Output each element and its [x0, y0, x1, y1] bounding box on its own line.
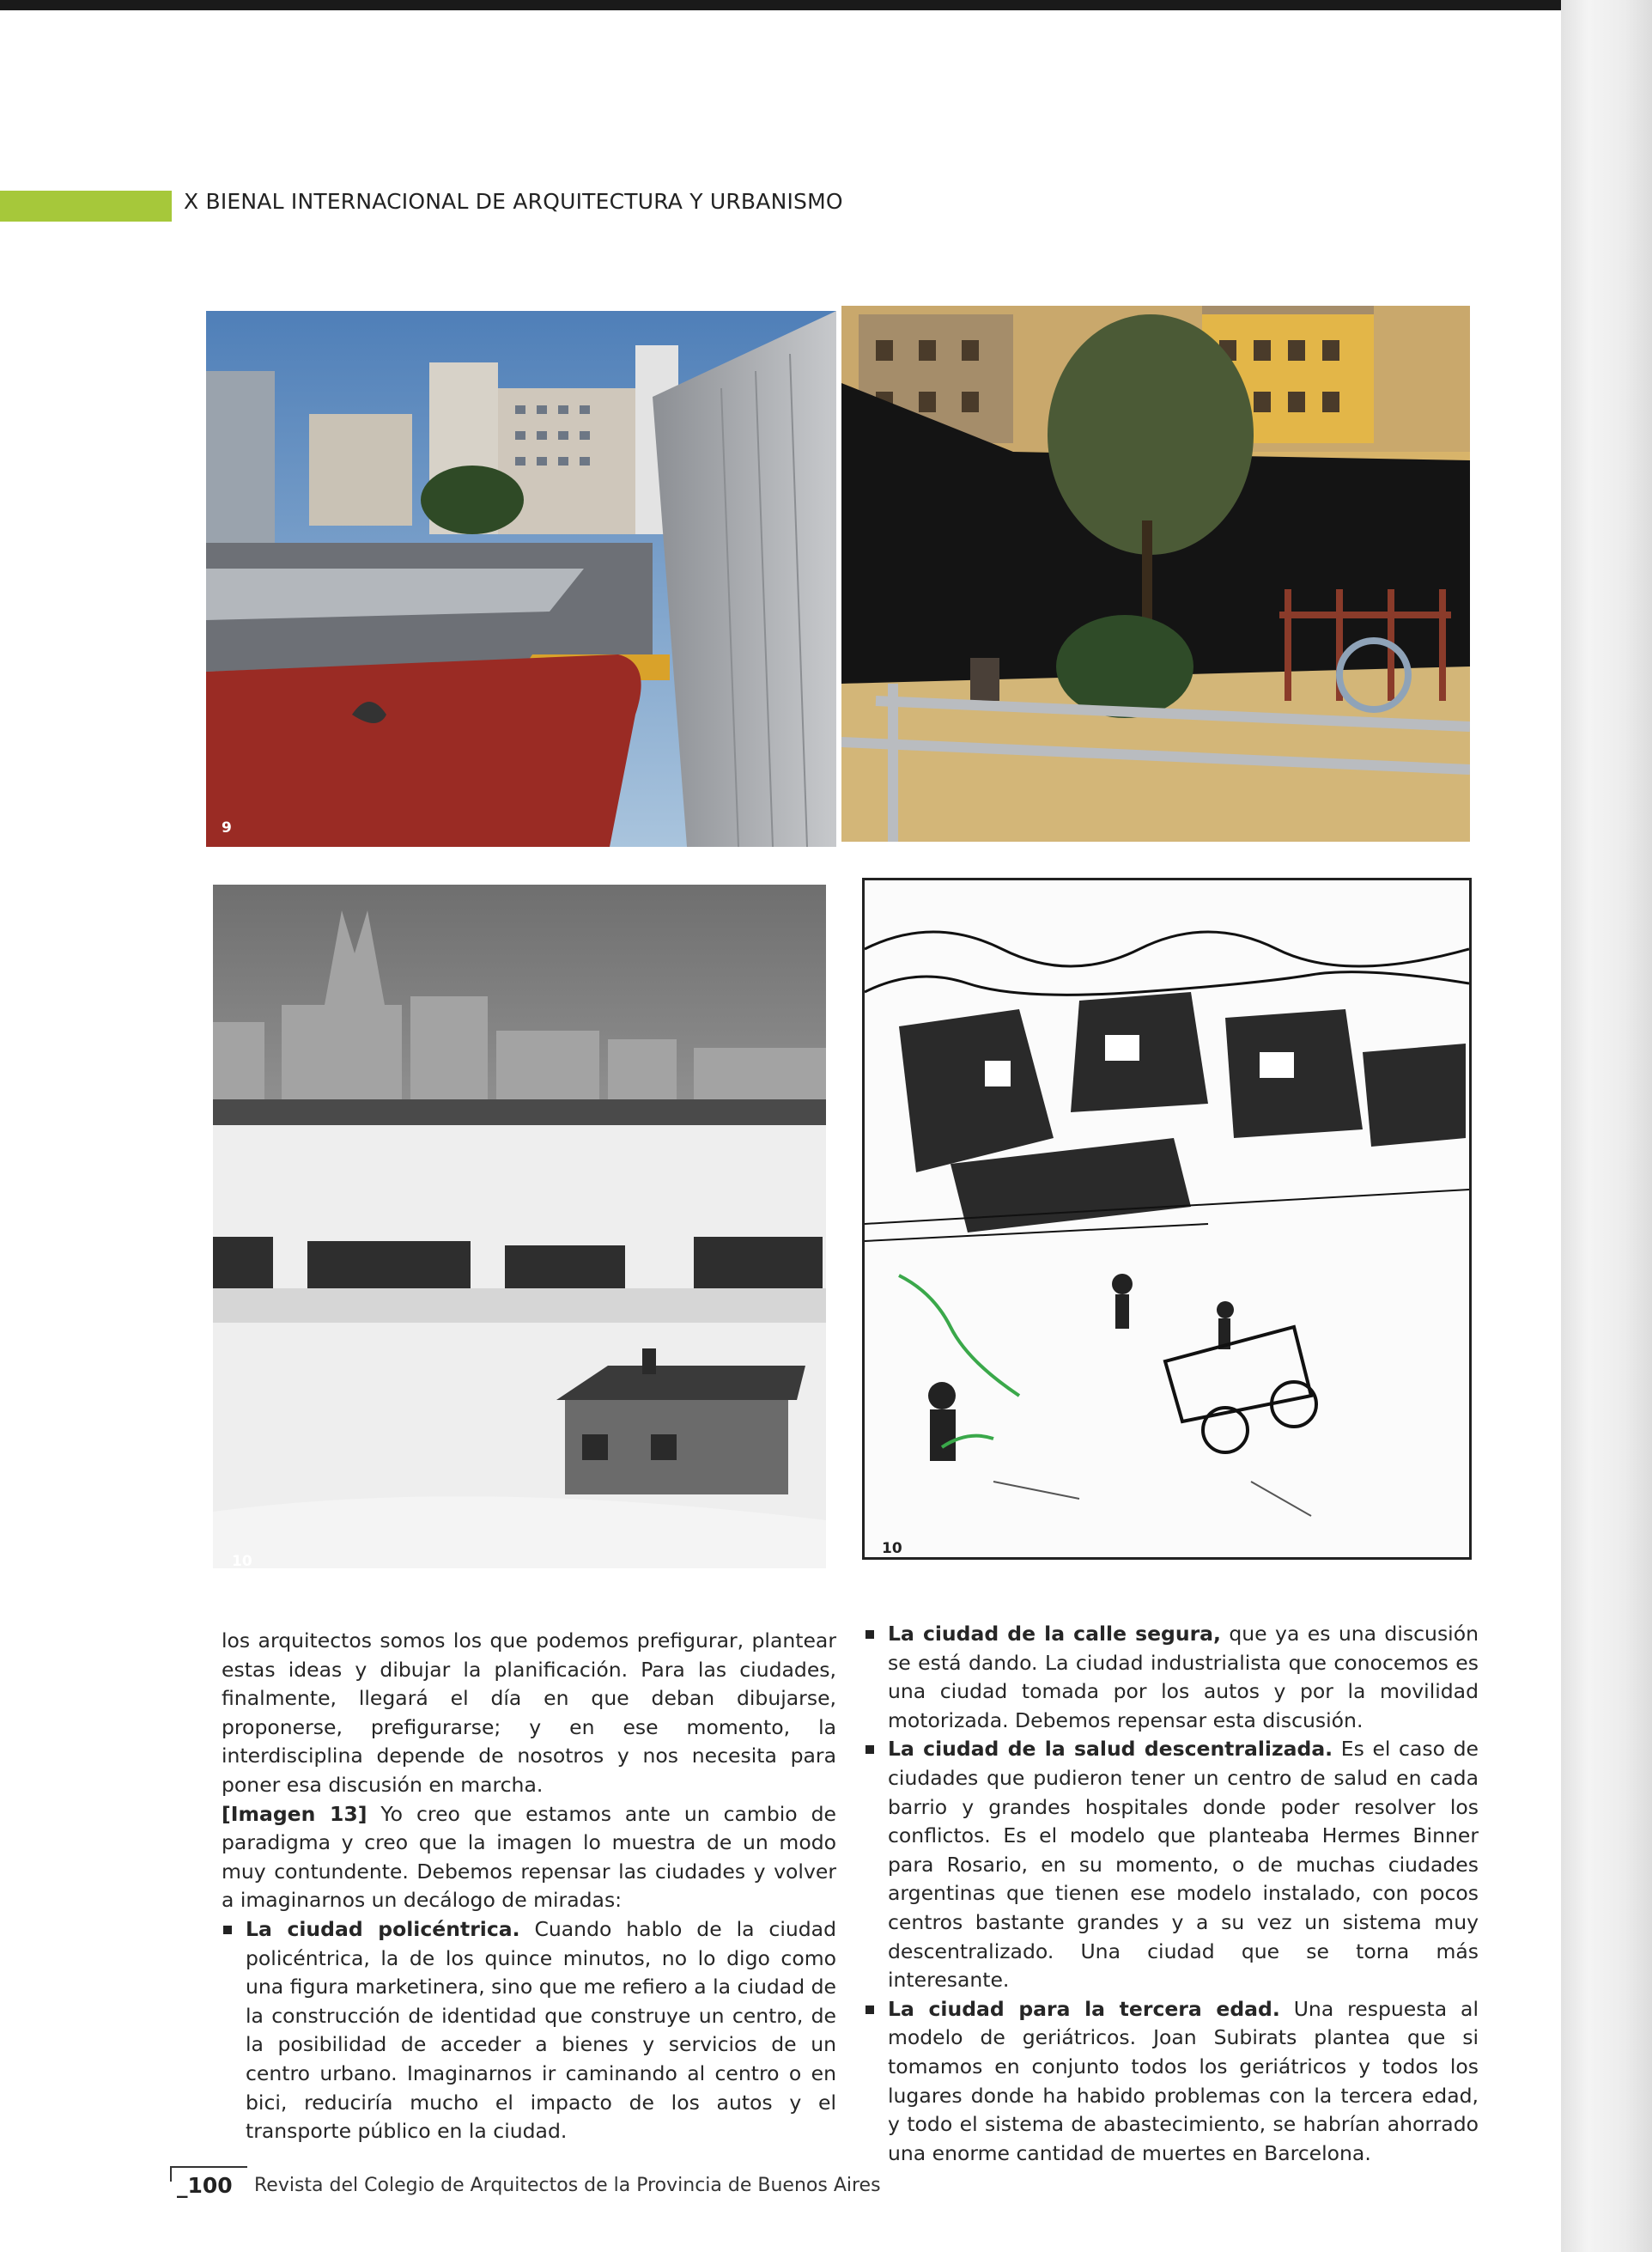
bullet-square-icon	[865, 2005, 874, 2014]
image-reference: [Imagen 13]	[222, 1801, 367, 1826]
bullet-item	[222, 1915, 836, 2146]
bullet-item	[864, 1620, 1479, 1735]
running-header: X BIENAL INTERNACIONAL DE ARQUITECTURA Y URBANISMO	[184, 189, 843, 214]
figure-number: 9	[222, 819, 232, 837]
bullet-title: La ciudad policéntrica.	[246, 1916, 520, 1941]
bullet-title: La ciudad de la salud descentralizada.	[888, 1737, 1333, 1762]
header-accent-bar	[0, 191, 172, 222]
footer-rule	[170, 2166, 247, 2168]
bullet-item	[864, 1995, 1479, 2169]
left-text-column	[222, 1627, 836, 2146]
shantytown-drawing-icon	[865, 880, 1469, 1557]
figure-number: 10	[232, 1553, 252, 1568]
bullet-square-icon	[865, 1745, 874, 1754]
right-text-column	[864, 1620, 1479, 2168]
publication-name: Revista del Colegio de Arquitectos de la Provincia de Buenos Aires	[254, 2175, 881, 2196]
bullet-square-icon	[865, 1630, 874, 1639]
bullet-title: La ciudad de la calle segura,	[888, 1622, 1221, 1646]
figure-9-plaza-photo	[206, 311, 836, 847]
bullet-item	[864, 1735, 1479, 1994]
page-spine-shadow	[1561, 0, 1652, 2252]
bullet-text: Es el caso de ciudades que pudieron tener un centro de salud en cada barrio y grandes hospitales donde poder resolver los conflictos. Es el modelo que planteaba Hermes Binner para Rosario, en su momento, o de muchas ciudades argentinas que tienen ese modelo instalado, con pocos centros bastante grandes y a su vez un sistema muy descentralizado. Una ciudad que se torna más interesante.	[888, 1737, 1479, 1993]
footer-rule	[170, 2166, 172, 2182]
scan-top-edge	[0, 0, 1652, 10]
bullet-square-icon	[223, 1926, 232, 1934]
figure-number: 10	[882, 1540, 902, 1557]
intro-paragraph: los arquitectos somos los que podemos prefigurar, plantear estas ideas y dibujar la planificación. Para las ciudades, finalmente, llegará el día en que deban dibujarse, proponerse, prefigurarse; y en ese momento, la interdisciplina depende de nosotros y nos necesita para poner esa discusión en marcha.	[222, 1628, 836, 1797]
paragraph-imagen-13	[222, 1800, 836, 1915]
plaza-render-photo-icon	[206, 311, 836, 847]
page-number: _100	[177, 2173, 233, 2198]
bullet-text: que ya es una discusión se está dando. La ciudad industrialista que conocemos es una ciudad tomada por los autos y por la movilidad motorizada. Debemos repensar esta discusión.	[888, 1622, 1479, 1732]
figure-9-playground-photo	[841, 306, 1470, 842]
playground-photo-icon	[841, 306, 1470, 842]
paragraph-text: Yo creo que estamos ante un cambio de paradigma y creo que la imagen lo muestra de un modo muy contundente. Debemos repensar las ciudades y volver a imaginarnos un decálogo de miradas:	[222, 1801, 836, 1913]
bullet-text: Una respuesta al modelo de geriátricos. Joan Subirats plantea que si tomamos en conjunto todos los geriátricos y todos los lugares donde ha habido problemas con la tercera edad, y todo el sistema de abastecimiento, se habrían ahorrado una enorme cantidad de muertes en Barcelona.	[888, 1996, 1479, 2165]
figure-10-shantytown-drawing	[862, 878, 1472, 1560]
snow-shacks-photo-icon	[213, 885, 826, 1568]
figure-10-snow-shacks-photo	[213, 885, 826, 1568]
bullet-title: La ciudad para la tercera edad.	[888, 1996, 1280, 2021]
bullet-text: Cuando hablo de la ciudad policéntrica, la de los quince minutos, no lo digo como una figura marketinera, sino que me refiero a la ciudad de la construcción de identidad que construye un centro, de la posibilidad de acceder a bienes y servicios de un centro urbano. Imaginarnos ir caminando al centro o en bici, reduciría mucho el impacto de los autos y el transporte público en la ciudad.	[246, 1916, 836, 2144]
